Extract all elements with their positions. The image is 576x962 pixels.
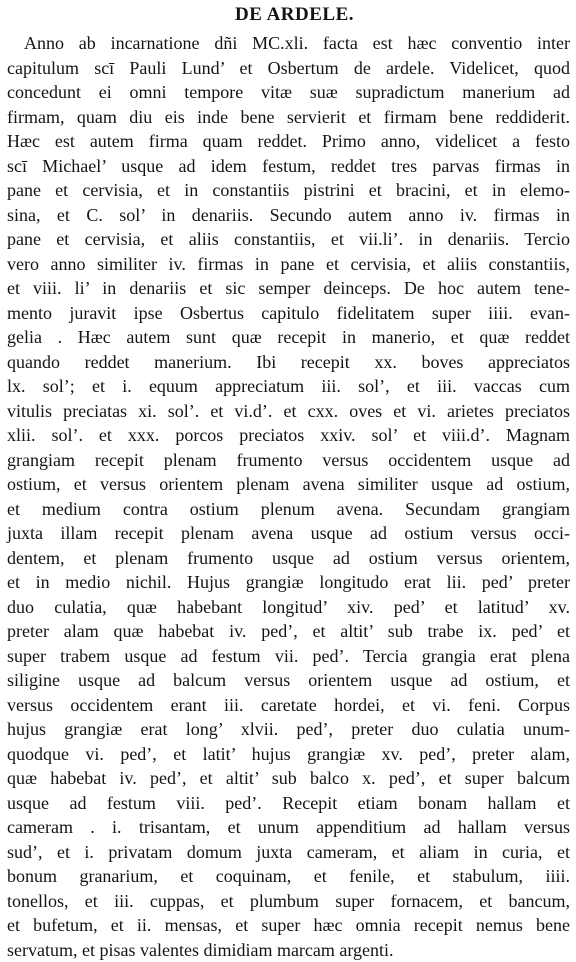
text-line: vitulis preciatas xi. sol’. et vi.d’. et cxx. oves et vi. arietes preciatos xyxy=(7,399,570,424)
text-line: vero anno similiter iv. firmas in pane et cervisia, et aliis constantiis, xyxy=(7,252,570,277)
text-line: siligine usque ad balcum versus orientem usque ad ostium, et xyxy=(7,668,570,693)
text-line: cameram . i. trisantam, et unum appenditium ad hallam versus xyxy=(7,815,570,840)
text-line: scī Michael’ usque ad idem festum, reddet tres parvas firmas in xyxy=(7,154,570,179)
text-line: super trabem usque ad festum vii. ped’. Tercia grangia erat plena xyxy=(7,644,570,669)
text-line: pane et cervisia, et in constantiis pistrini et bracini, et in elemo- xyxy=(7,178,570,203)
text-line: preter alam quæ habebat iv. ped’, et altit’ sub trabe ix. ped’ et xyxy=(7,619,570,644)
text-line: capitulum scī Pauli Lund’ et Osbertum de ardele. Videlicet, quod xyxy=(7,56,570,81)
text-line: firmam, quam diu eis inde bene servierit et firmam bene reddiderit. xyxy=(7,105,570,130)
text-line: juxta illam recepit plenam avena usque ad ostium versus occi- xyxy=(7,521,570,546)
text-line: duo culatia, quæ habebant longitud’ xiv. ped’ et latitud’ xv. xyxy=(7,595,570,620)
text-line: et bufetum, et ii. mensas, et super hæc omnia recepit nemus bene xyxy=(7,913,570,938)
text-line: grangiam recepit plenam frumento versus occidentem usque ad xyxy=(7,448,570,473)
text-line: lx. sol’; et i. equum appreciatum iii. sol’, et iii. vaccas cum xyxy=(7,374,570,399)
text-line: hujus grangiæ erat long’ xlvii. ped’, preter duo culatia unum- xyxy=(7,717,570,742)
text-line: bonum granarium, et coquinam, et fenile, et stabulum, iiii. xyxy=(7,864,570,889)
text-line: et medium contra ostium plenum avena. Secundam grangiam xyxy=(7,497,570,522)
text-line: concedunt ei omni tempore vitæ suæ supradictum manerium ad xyxy=(7,80,570,105)
text-line: Anno ab incarnatione dñi MC.xli. facta est hæc conventio inter xyxy=(7,31,570,56)
document-body xyxy=(7,31,570,962)
text-line: servatum, et pisas valentes dimidiam marcam argenti. xyxy=(7,938,570,962)
text-line: dentem, et plenam frumento usque ad ostium versus orientem, xyxy=(7,546,570,571)
text-line: tonellos, et iii. cuppas, et plumbum super fornacem, et bancum, xyxy=(7,889,570,914)
text-line: ostium, et versus orientem plenam avena similiter usque ad ostium, xyxy=(7,472,570,497)
text-line: quodque vi. ped’, et latit’ hujus grangiæ xv. ped’, preter alam, xyxy=(7,742,570,767)
text-line: quando reddet manerium. Ibi recepit xx. boves appreciatos xyxy=(7,350,570,375)
text-line: sina, et C. sol’ in denariis. Secundo autem anno iv. firmas in xyxy=(7,203,570,228)
text-line: xlii. sol’. et xxx. porcos preciatos xxiv. sol’ et viii.d’. Magnam xyxy=(7,423,570,448)
text-line: et in medio nichil. Hujus grangiæ longitudo erat lii. ped’ preter xyxy=(7,570,570,595)
text-line: sud’, et i. privatam domum juxta cameram, et aliam in curia, et xyxy=(7,840,570,865)
text-line: quæ habebat iv. ped’, et altit’ sub balco x. ped’, et super balcum xyxy=(7,766,570,791)
text-line: usque ad festum viii. ped’. Recepit etiam bonam hallam et xyxy=(7,791,570,816)
text-line: mento juravit ipse Osbertus capitulo fidelitatem super iiii. evan- xyxy=(7,301,570,326)
text-line: versus occidentem erant iii. caretate hordei, et vi. feni. Corpus xyxy=(7,693,570,718)
text-line: gelia . Hæc autem sunt quæ recepit in manerio, et quæ reddet xyxy=(7,325,570,350)
document-title: DE ARDELE. xyxy=(7,2,570,28)
text-line: pane et cervisia, et aliis constantiis, et vii.li’. in denariis. Tercio xyxy=(7,227,570,252)
text-line: Hæc est autem firma quam reddet. Primo anno, videlicet a festo xyxy=(7,129,570,154)
text-line: et viii. li’ in denariis et sic semper deinceps. De hoc autem tene- xyxy=(7,276,570,301)
